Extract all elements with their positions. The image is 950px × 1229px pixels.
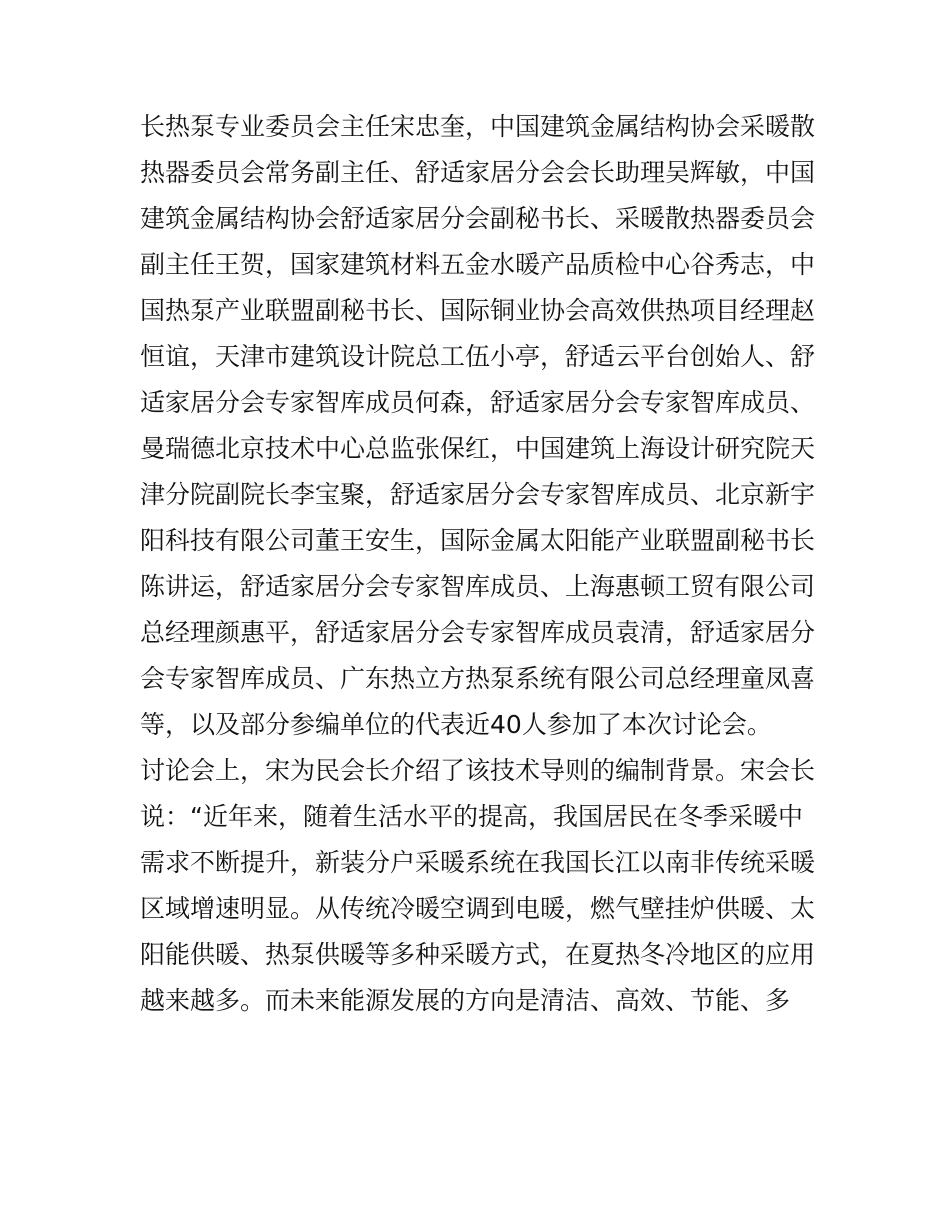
- text-line-14: 等，以及部分参编单位的代表近40人参加了本次讨论会。: [140, 710, 772, 739]
- text-line-6: 恒谊，天津市建筑设计院总工伍小亭，舒适云平台创始人、舒: [140, 342, 816, 371]
- text-line-13: 会专家智库成员、广东热立方热泵系统有限公司总经理童凤喜: [140, 664, 816, 693]
- text-line-1: 长热泵专业委员会主任宋忠奎，中国建筑金属结构协会采暖散: [140, 112, 816, 141]
- text-line-12: 总经理颜惠平，舒适家居分会专家智库成员袁清，舒适家居分: [140, 618, 816, 647]
- text-line-11: 陈讲运，舒适家居分会专家智库成员、上海惠顿工贸有限公司: [140, 572, 816, 601]
- text-line-10: 阳科技有限公司董王安生，国际金属太阳能产业联盟副秘书长: [140, 526, 816, 555]
- text-line-7: 适家居分会专家智库成员何森，舒适家居分会专家智库成员、: [140, 388, 816, 417]
- text-line-17: 需求不断提升，新装分户采暖系统在我国长江以南非传统采暖: [140, 848, 816, 877]
- body-text: [140, 104, 840, 1024]
- text-line-16: 说：“近年来，随着生活水平的提高，我国居民在冬季采暖中: [140, 802, 803, 831]
- text-line-19: 阳能供暖、热泵供暖等多种采暖方式，在夏热冬冷地区的应用: [140, 940, 816, 969]
- text-line-15: 讨论会上，宋为民会长介绍了该技术导则的编制背景。宋会长: [140, 756, 816, 785]
- text-line-9: 津分院副院长李宝聚，舒适家居分会专家智库成员、北京新宇: [140, 480, 816, 509]
- text-line-3: 建筑金属结构协会舒适家居分会副秘书长、采暖散热器委员会: [140, 204, 816, 233]
- text-line-20: 越来越多。而未来能源发展的方向是清洁、高效、节能、多: [140, 986, 791, 1015]
- text-line-2: 热器委员会常务副主任、舒适家居分会会长助理吴辉敏，中国: [140, 158, 816, 187]
- text-line-4: 副主任王贺，国家建筑材料五金水暖产品质检中心谷秀志，中: [140, 250, 816, 279]
- text-line-5: 国热泵产业联盟副秘书长、国际铜业协会高效供热项目经理赵: [140, 296, 816, 325]
- text-line-8: 曼瑞德北京技术中心总监张保红，中国建筑上海设计研究院天: [140, 434, 816, 463]
- text-line-18: 区域增速明显。从传统冷暖空调到电暖，燃气壁挂炉供暖、太: [140, 894, 816, 923]
